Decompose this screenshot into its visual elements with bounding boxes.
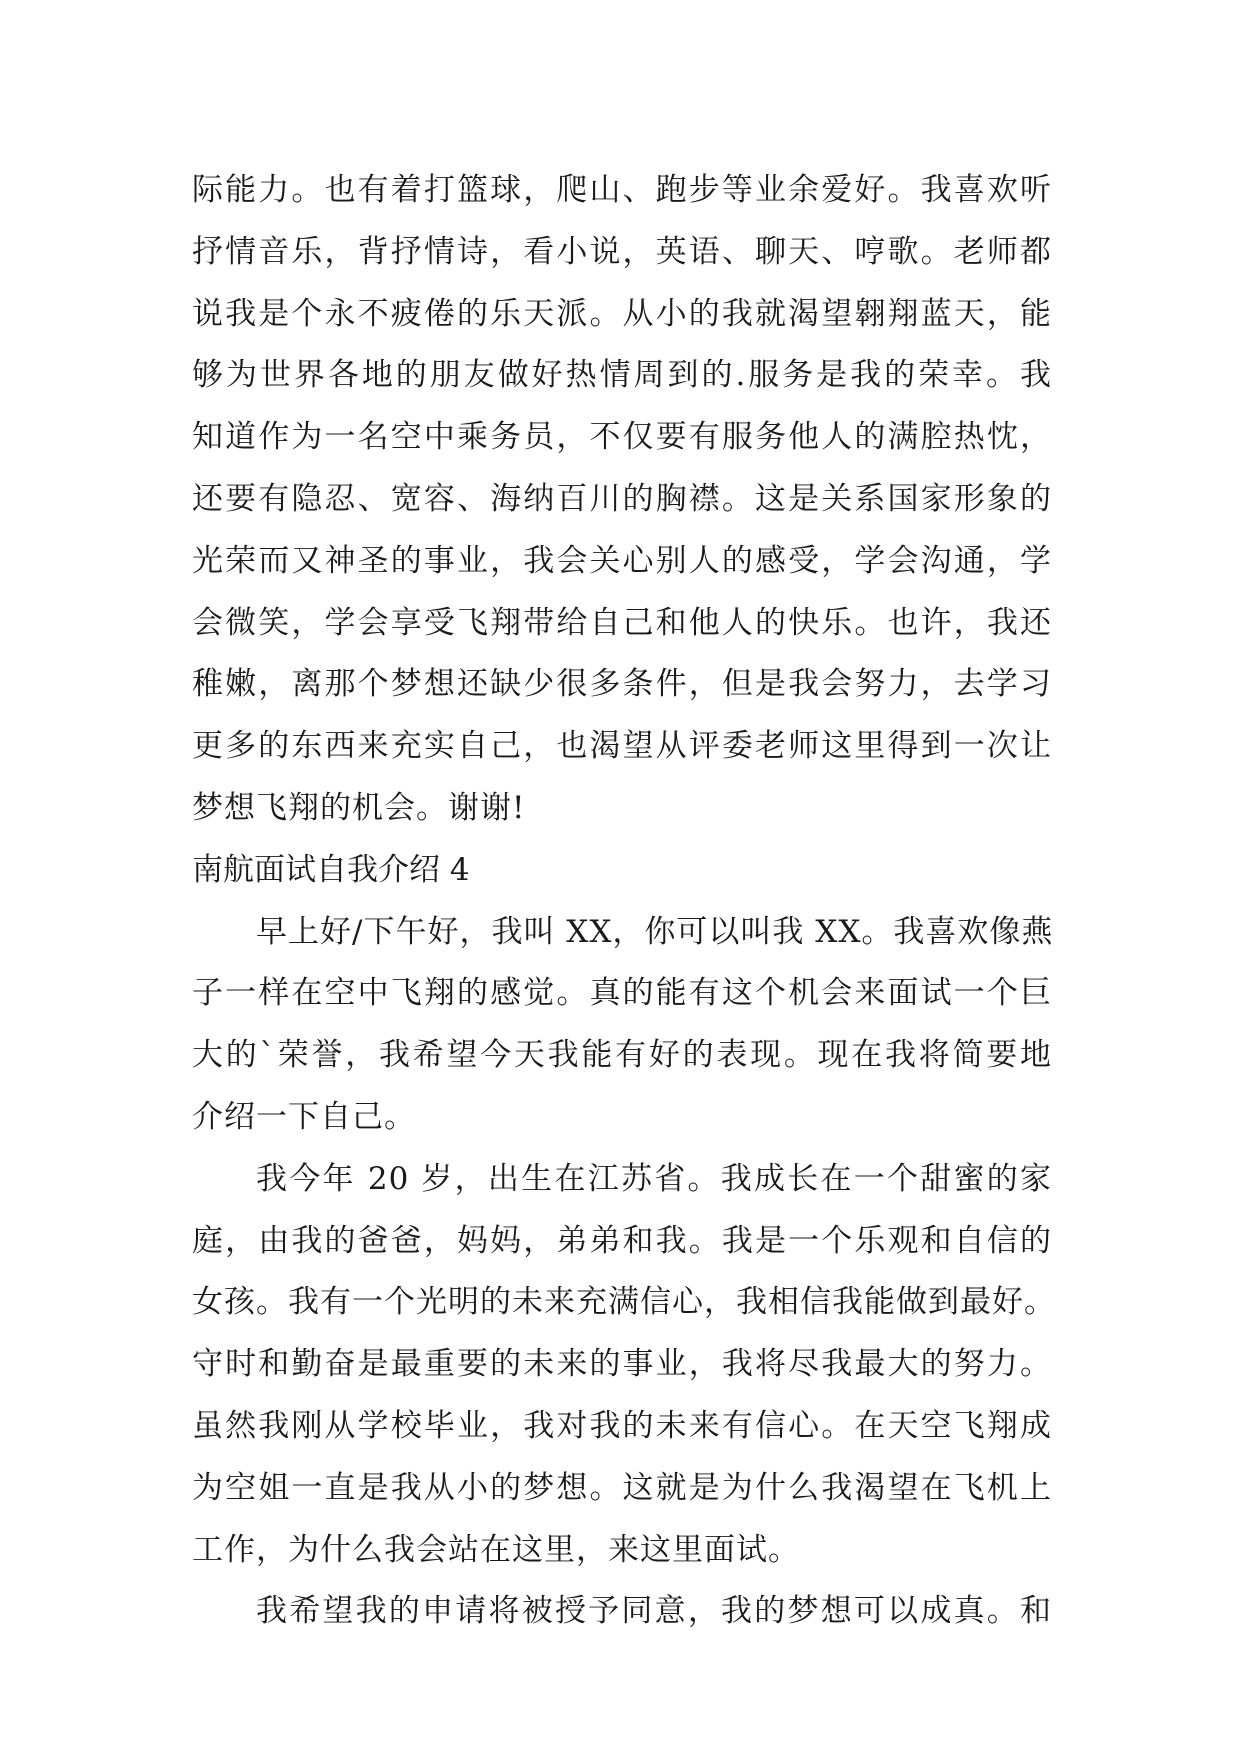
text-line: 为空姐一直是我从小的梦想。这就是为什么我渴望在飞机上 — [192, 1469, 1052, 1506]
text-line: 子一样在空中飞翔的感觉。真的能有这个机会来面试一个巨 — [192, 975, 1052, 1012]
text-line: 虽然我刚从学校毕业，我对我的未来有信心。在天空飞翔成 — [192, 1407, 1052, 1444]
text-line: 守时和勤奋是最重要的未来的事业，我将尽我最大的努力。 — [192, 1346, 1052, 1383]
text-line: 际能力。也有着打篮球，爬山、跑步等业余爱好。我喜欢听 — [192, 172, 1052, 208]
text-line: 会微笑，学会享受飞翔带给自己和他人的快乐。也许，我还 — [192, 604, 1052, 641]
text-line: 梦想飞翔的机会。谢谢! — [192, 789, 526, 826]
section-heading: 南航面试自我介绍 4 — [192, 851, 470, 888]
text-line: 我希望我的申请将被授予同意，我的梦想可以成真。和 — [256, 1593, 1052, 1630]
text-line: 知道作为一名空中乘务员，不仅要有服务他人的满腔热忱， — [192, 419, 1052, 456]
text-line: 介绍一下自己。 — [192, 1098, 416, 1135]
text-line: 抒情音乐，背抒情诗，看小说，英语、聊天、哼歌。老师都 — [192, 233, 1052, 270]
text-line: 说我是个永不疲倦的乐天派。从小的我就渴望翱翔蓝天，能 — [192, 295, 1052, 332]
text-line: 够为世界各地的朋友做好热情周到的.服务是我的荣幸。我 — [192, 357, 1052, 394]
text-line: 工作，为什么我会站在这里，来这里面试。 — [192, 1531, 800, 1568]
text-line: 更多的东西来充实自己，也渴望从评委老师这里得到一次让 — [192, 728, 1052, 765]
text-line: 庭，由我的爸爸，妈妈，弟弟和我。我是一个乐观和自信的 — [192, 1222, 1052, 1259]
text-line: 大的`荣誉，我希望今天我能有好的表现。现在我将简要地 — [192, 1037, 1052, 1074]
document-body — [192, 160, 1056, 1643]
text-line: 女孩。我有一个光明的未来充满信心，我相信我能做到最好。 — [192, 1284, 1056, 1321]
text-line: 稚嫩，离那个梦想还缺少很多条件，但是我会努力，去学习 — [192, 666, 1052, 703]
text-line: 光荣而又神圣的事业，我会关心别人的感受，学会沟通，学 — [192, 542, 1052, 579]
text-line: 早上好/下午好，我叫 XX，你可以叫我 XX。我喜欢像燕 — [256, 913, 1054, 950]
text-line: 我今年 20 岁，出生在江苏省。我成长在一个甜蜜的家 — [256, 1160, 1052, 1197]
text-line: 还要有隐忍、宽容、海纳百川的胸襟。这是关系国家形象的 — [192, 480, 1052, 517]
